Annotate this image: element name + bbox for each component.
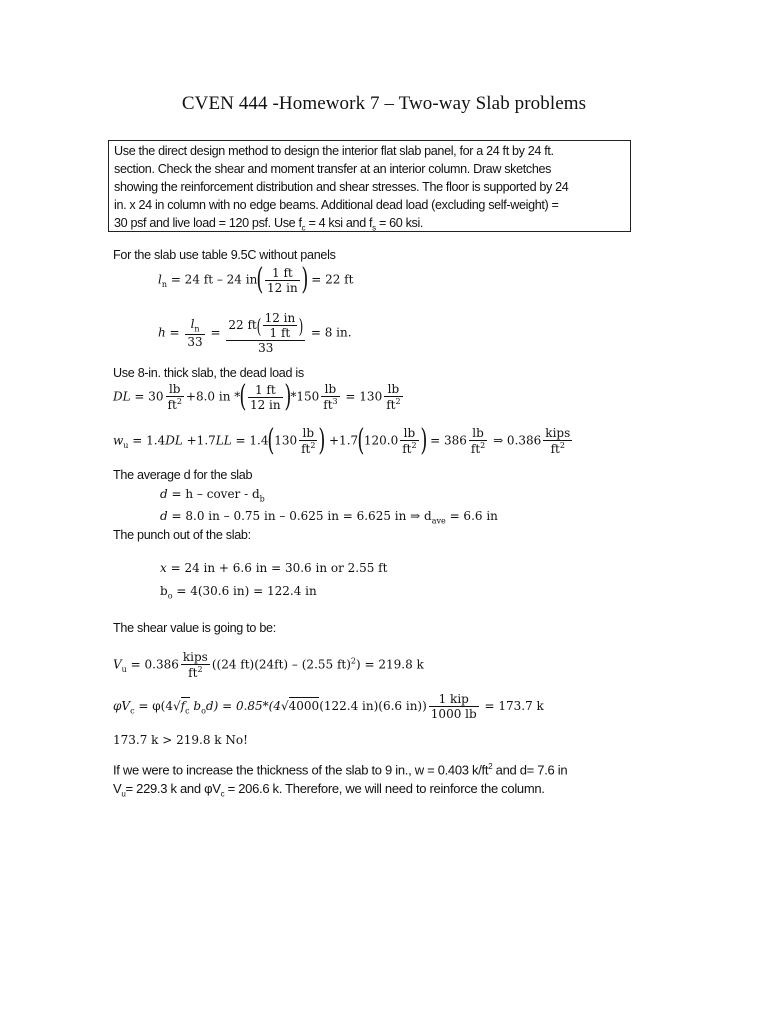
average-d-text: The average d for the slab (113, 468, 253, 482)
problem-line: showing the reinforcement distribution and shear stresses. The floor is supported by 24 (114, 180, 569, 194)
vu-equation: $V_u = 0.386$ $\frac{\text{kips}}{ft^2}$ ((24 ft)(24ft) – (2.55 ft)$^2$) = 219.8 k (113, 650, 424, 680)
problem-line: 30 psf and live load = 120 psf. Use $f_c = 4$ ksi and $f_s = 60$ ksi. (114, 216, 424, 233)
d-definition-equation: d = h – cover - $d_b$ (160, 487, 265, 504)
slab-table-text: For the slab use table 9.5C without panels (113, 248, 336, 262)
punch-out-text: The punch out of the slab: (113, 528, 251, 542)
dead-load-equation: DL = 30 $\frac{lb}{ft^2}$ +8.0 in *( $\frac{1 ft}{12 in}$ )*150 $\frac{lb}{ft^3}$ = 130 $\frac{lb}{ft^2}$ (113, 379, 401, 414)
page-title: CVEN 444 -Homework 7 – Two-way Slab problems (181, 93, 587, 114)
problem-line: in. x 24 in column with no edge beams. Additional dead load (excluding self-weight) = (114, 198, 559, 212)
problem-statement-box (108, 140, 631, 232)
clear-span-equation: $l_n = 24$ ft – 24 in( $\frac{1 ft}{12 in}$ ) = 22 ft (158, 262, 354, 297)
critical-section-x-equation: x = 24 in + 6.6 in = 30.6 in or 2.55 ft (160, 561, 388, 575)
increase-thickness-line-2: $V_u= 229.3$ k and $\varphi V_c = 206.6$ k. Therefore, we will need to reinforce the column. (113, 781, 545, 799)
comparison-result: 173.7 k > 219.8 k No! (113, 733, 248, 747)
phi-vc-equation: $\varphi V_c = \varphi(4√f_c$ $b_od) = 0.85*(4√4000(122.4$ in)(6.6 in)) $\frac{\text{1 kip}}{1000 lb}$ = 173.7 k (113, 692, 544, 721)
factored-load-equation: $w_u = 1.4DL +1.7LL = 1.4(130$ $\frac{lb}{ft^2}$ ) +1.7(120.0 $\frac{lb}{ft^2}$ ) = 386 $\frac{lb}{ft^2}$ ⇒ 0.386 $\frac{\text{kips}}{ft^2}$ (113, 423, 571, 458)
problem-line: section. Check the shear and moment transfer at an interior column. Draw sketches (114, 162, 552, 176)
problem-line: Use the direct design method to design the interior flat slab panel, for a 24 ft by 24 ft. (114, 144, 554, 158)
slab-thickness-equation: h = $\frac{l_n}{33}$ = 22 ft( $\frac{12 in}{1 ft}$ ) 33 = 8 in. (158, 311, 352, 355)
d-calculation-equation: d = 8.0 in – 0.75 in – 0.625 in = 6.625 in ⇒ $d_{ave} = 6.6$ in (160, 509, 498, 526)
shear-value-text: The shear value is going to be: (113, 621, 276, 635)
use-8in-text: Use 8-in. thick slab, the dead load is (113, 366, 304, 380)
perimeter-bo-equation: $b_o = 4(30.6$ in) = 122.4 in (160, 584, 317, 601)
increase-thickness-line-1: If we were to increase the thickness of the slab to 9 in., w = 0.403 $k/ft^2$ and d= 7.6 in (113, 762, 568, 778)
